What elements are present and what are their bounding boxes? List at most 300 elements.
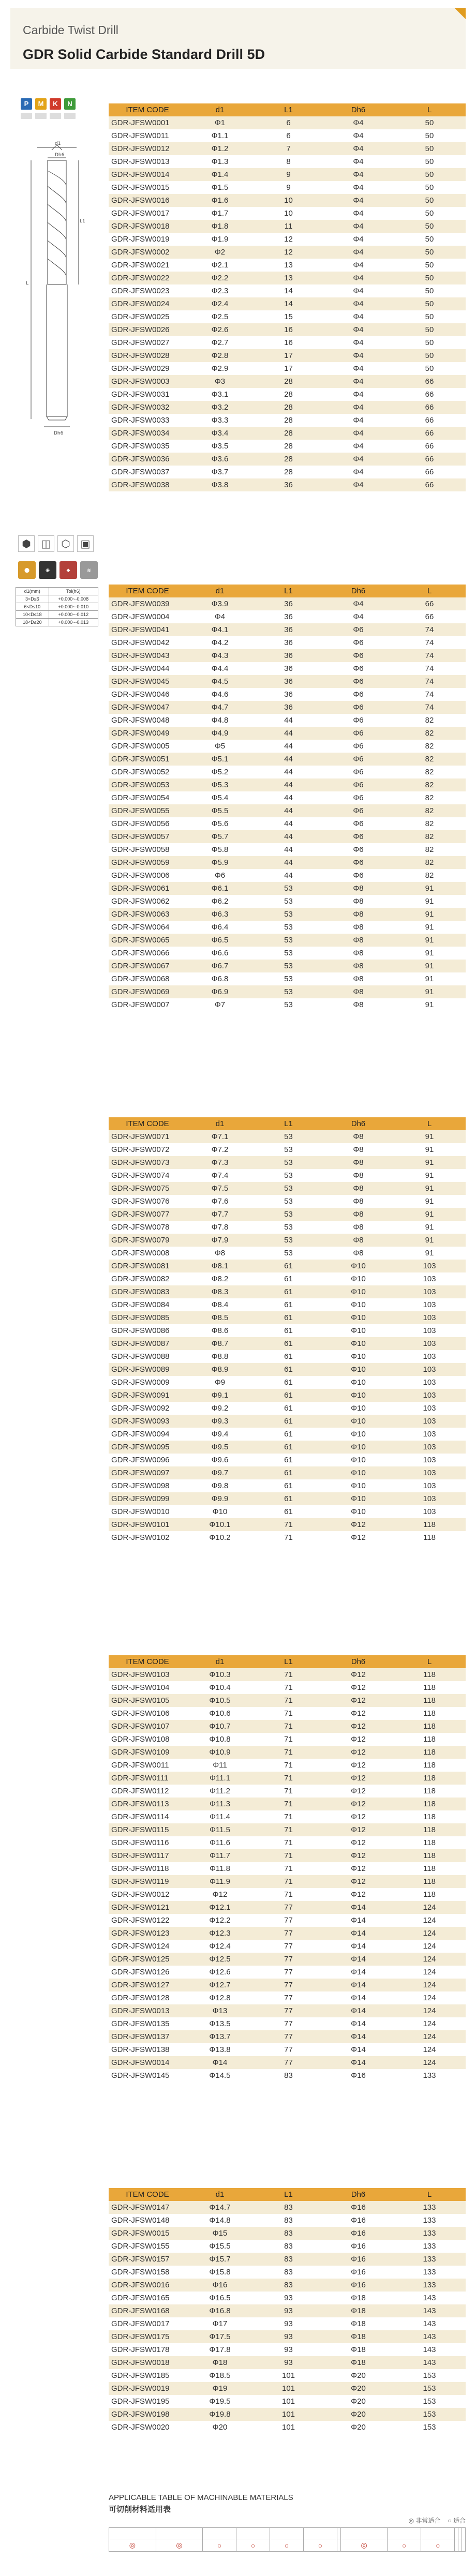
cell-l1: 15 xyxy=(254,310,323,323)
cell-l1: 28 xyxy=(254,388,323,401)
cell-d1: Φ7.3 xyxy=(186,1156,254,1169)
cell-d1: Φ7.1 xyxy=(186,1130,254,1143)
table-row xyxy=(109,1324,466,1337)
table-row xyxy=(109,1681,466,1694)
cell-l1: 7 xyxy=(254,142,323,155)
cell-item-code: GDR-JFSW0051 xyxy=(109,753,186,766)
cell-l1: 101 xyxy=(254,2408,323,2421)
machinable-header-cell xyxy=(109,2528,156,2539)
cell-d1: Φ7.2 xyxy=(186,1143,254,1156)
cell-l1: 61 xyxy=(254,1415,323,1428)
cell-l1: 44 xyxy=(254,869,323,882)
cell-item-code: GDR-JFSW0128 xyxy=(109,1991,186,2004)
cell-dh6: Φ4 xyxy=(323,388,393,401)
cell-dh6: Φ6 xyxy=(323,869,393,882)
cell-item-code: GDR-JFSW0081 xyxy=(109,1260,186,1272)
table-row xyxy=(109,675,466,688)
cell-item-code: GDR-JFSW0093 xyxy=(109,1415,186,1428)
cell-dh6: Φ6 xyxy=(323,688,393,701)
cell-l1: 6 xyxy=(254,116,323,129)
cell-l1: 53 xyxy=(254,1156,323,1169)
cell-item-code: GDR-JFSW0039 xyxy=(109,597,186,610)
tolerance-row xyxy=(16,595,98,603)
cell-l: 143 xyxy=(393,2292,466,2304)
cell-l: 124 xyxy=(393,2043,466,2056)
cell-d1: Φ4.6 xyxy=(186,688,254,701)
cell-l1: 77 xyxy=(254,1901,323,1914)
spec-table xyxy=(109,585,466,1011)
cell-dh6: Φ8 xyxy=(323,934,393,947)
cell-item-code: GDR-JFSW0114 xyxy=(109,1810,186,1823)
cell-d1: Φ3 xyxy=(186,375,254,388)
cell-l1: 6 xyxy=(254,129,323,142)
cell-d1: Φ9 xyxy=(186,1376,254,1389)
cell-l1: 17 xyxy=(254,349,323,362)
cell-item-code: GDR-JFSW0084 xyxy=(109,1298,186,1311)
table-row xyxy=(109,2343,466,2356)
cell-dh6: Φ6 xyxy=(323,740,393,753)
svg-text:L1: L1 xyxy=(80,219,85,224)
cell-d1: Φ9.4 xyxy=(186,1428,254,1441)
cell-item-code: GDR-JFSW0035 xyxy=(109,440,186,453)
cell-l: 50 xyxy=(393,310,466,323)
cell-dh6: Φ10 xyxy=(323,1479,393,1492)
cell-dh6: Φ10 xyxy=(323,1260,393,1272)
machinable-header-row xyxy=(109,2528,466,2539)
cell-dh6: Φ18 xyxy=(323,2330,393,2343)
tolerance-cell: 6<D≤10 xyxy=(16,603,49,611)
cell-item-code: GDR-JFSW0037 xyxy=(109,466,186,478)
cell-l: 143 xyxy=(393,2343,466,2356)
table-row xyxy=(109,2240,466,2253)
cell-l: 66 xyxy=(393,478,466,491)
cell-d1: Φ11.9 xyxy=(186,1875,254,1888)
spec-table xyxy=(109,1655,466,2082)
cell-d1: Φ2.7 xyxy=(186,336,254,349)
cell-d1: Φ12.7 xyxy=(186,1979,254,1991)
cell-item-code: GDR-JFSW0178 xyxy=(109,2343,186,2356)
cell-l1: 71 xyxy=(254,1849,323,1862)
cell-item-code: GDR-JFSW0007 xyxy=(109,998,186,1011)
cell-dh6: Φ14 xyxy=(323,1991,393,2004)
cell-item-code: GDR-JFSW0073 xyxy=(109,1156,186,1169)
cell-l1: 77 xyxy=(254,1940,323,1953)
helix-icon: ≋ xyxy=(80,561,98,579)
cell-l: 82 xyxy=(393,740,466,753)
cell-d1: Φ12.4 xyxy=(186,1940,254,1953)
cell-l1: 28 xyxy=(254,427,323,440)
cell-l: 50 xyxy=(393,362,466,375)
cell-l1: 93 xyxy=(254,2330,323,2343)
cell-dh6: Φ8 xyxy=(323,972,393,985)
cell-l: 50 xyxy=(393,233,466,246)
cell-d1: Φ2.1 xyxy=(186,259,254,272)
cell-l1: 77 xyxy=(254,1914,323,1927)
table-row xyxy=(109,1810,466,1823)
cell-l1: 71 xyxy=(254,1707,323,1720)
cell-d1: Φ6 xyxy=(186,869,254,882)
cell-l1: 28 xyxy=(254,414,323,427)
cell-dh6: Φ6 xyxy=(323,727,393,740)
cell-l1: 53 xyxy=(254,1182,323,1195)
cell-d1: Φ9.6 xyxy=(186,1454,254,1466)
cell-l1: 44 xyxy=(254,843,323,856)
cell-item-code: GDR-JFSW0092 xyxy=(109,1402,186,1415)
table-row xyxy=(109,259,466,272)
tolerance-table xyxy=(16,587,98,626)
cell-item-code: GDR-JFSW0026 xyxy=(109,323,186,336)
cell-d1: Φ10.3 xyxy=(186,1668,254,1681)
material-p-icon: P xyxy=(21,98,32,110)
cell-l: 91 xyxy=(393,908,466,921)
table-row xyxy=(109,478,466,491)
cell-l: 91 xyxy=(393,985,466,998)
cell-l1: 44 xyxy=(254,714,323,727)
table-row xyxy=(109,1247,466,1260)
cell-item-code: GDR-JFSW0087 xyxy=(109,1337,186,1350)
cell-dh6: Φ12 xyxy=(323,1798,393,1810)
cell-l1: 83 xyxy=(254,2253,323,2266)
cell-dh6: Φ10 xyxy=(323,1350,393,1363)
cell-l: 124 xyxy=(393,1940,466,1953)
cell-dh6: Φ8 xyxy=(323,895,393,908)
cell-dh6: Φ4 xyxy=(323,349,393,362)
cell-l1: 61 xyxy=(254,1454,323,1466)
cell-dh6: Φ14 xyxy=(323,1914,393,1927)
machinable-materials-section xyxy=(109,2493,466,2550)
cell-l: 66 xyxy=(393,427,466,440)
cell-item-code: GDR-JFSW0137 xyxy=(109,2030,186,2043)
cell-dh6: Φ4 xyxy=(323,142,393,155)
table-row xyxy=(109,2201,466,2214)
cell-l: 118 xyxy=(393,1810,466,1823)
cell-dh6: Φ6 xyxy=(323,830,393,843)
table-row xyxy=(109,2253,466,2266)
cell-d1: Φ15.7 xyxy=(186,2253,254,2266)
table-row xyxy=(109,181,466,194)
table-row xyxy=(109,947,466,960)
cell-l1: 61 xyxy=(254,1402,323,1415)
cell-item-code: GDR-JFSW0068 xyxy=(109,972,186,985)
table-row xyxy=(109,843,466,856)
cell-dh6: Φ12 xyxy=(323,1836,393,1849)
table-row xyxy=(109,440,466,453)
cell-l: 103 xyxy=(393,1337,466,1350)
cell-l: 103 xyxy=(393,1454,466,1466)
cell-l: 103 xyxy=(393,1479,466,1492)
cell-l1: 44 xyxy=(254,791,323,804)
cell-d1: Φ10.7 xyxy=(186,1720,254,1733)
flute-icon: ⬡ xyxy=(57,535,74,552)
column-header-dh6: Dh6 xyxy=(323,585,393,597)
machinable-header-cell xyxy=(337,2528,340,2539)
machinable-header-cell xyxy=(455,2528,458,2539)
table-row xyxy=(109,1208,466,1221)
cell-l1: 101 xyxy=(254,2369,323,2382)
cell-d1: Φ10.2 xyxy=(186,1531,254,1544)
cell-l1: 83 xyxy=(254,2227,323,2240)
cell-dh6: Φ20 xyxy=(323,2408,393,2421)
cell-l1: 83 xyxy=(254,2240,323,2253)
cell-l1: 61 xyxy=(254,1337,323,1350)
table-row xyxy=(109,998,466,1011)
table-row xyxy=(109,1720,466,1733)
cell-dh6: Φ4 xyxy=(323,246,393,259)
cell-d1: Φ8.7 xyxy=(186,1337,254,1350)
cell-dh6: Φ4 xyxy=(323,194,393,207)
cell-d1: Φ17.8 xyxy=(186,2343,254,2356)
table-row xyxy=(109,1759,466,1772)
cell-d1: Φ2.4 xyxy=(186,297,254,310)
cell-item-code: GDR-JFSW0145 xyxy=(109,2069,186,2082)
cell-d1: Φ9.2 xyxy=(186,1402,254,1415)
cell-item-code: GDR-JFSW0098 xyxy=(109,1479,186,1492)
cell-item-code: GDR-JFSW0109 xyxy=(109,1746,186,1759)
cell-l1: 53 xyxy=(254,947,323,960)
cell-l: 82 xyxy=(393,856,466,869)
cell-item-code: GDR-JFSW0045 xyxy=(109,675,186,688)
cell-d1: Φ4.9 xyxy=(186,727,254,740)
cell-item-code: GDR-JFSW0096 xyxy=(109,1454,186,1466)
cell-dh6: Φ8 xyxy=(323,1208,393,1221)
cell-dh6: Φ10 xyxy=(323,1285,393,1298)
tolerance-cell: +0.000~-0.010 xyxy=(49,603,98,611)
cell-item-code: GDR-JFSW0019 xyxy=(109,2382,186,2395)
cell-item-code: GDR-JFSW0003 xyxy=(109,375,186,388)
cell-dh6: Φ10 xyxy=(323,1389,393,1402)
cell-l1: 10 xyxy=(254,207,323,220)
cell-item-code: GDR-JFSW0157 xyxy=(109,2253,186,2266)
cell-d1: Φ9.9 xyxy=(186,1492,254,1505)
cell-l: 153 xyxy=(393,2395,466,2408)
table-row xyxy=(109,856,466,869)
table-header-row xyxy=(109,1117,466,1130)
cell-l1: 36 xyxy=(254,623,323,636)
cell-l: 103 xyxy=(393,1441,466,1454)
cell-d1: Φ15.8 xyxy=(186,2266,254,2279)
cell-d1: Φ11.3 xyxy=(186,1798,254,1810)
cell-d1: Φ4.7 xyxy=(186,701,254,714)
cell-item-code: GDR-JFSW0018 xyxy=(109,220,186,233)
cell-d1: Φ9.8 xyxy=(186,1479,254,1492)
cell-l1: 53 xyxy=(254,934,323,947)
cell-dh6: Φ8 xyxy=(323,1169,393,1182)
cell-item-code: GDR-JFSW0006 xyxy=(109,869,186,882)
table-row xyxy=(109,362,466,375)
material-n-icon: N xyxy=(64,98,76,110)
cell-d1: Φ3.8 xyxy=(186,478,254,491)
cell-d1: Φ3.1 xyxy=(186,388,254,401)
cell-l: 153 xyxy=(393,2369,466,2382)
cell-l: 82 xyxy=(393,791,466,804)
cell-l1: 8 xyxy=(254,155,323,168)
cell-d1: Φ1.5 xyxy=(186,181,254,194)
cell-dh6: Φ12 xyxy=(323,1849,393,1862)
cell-dh6: Φ6 xyxy=(323,817,393,830)
cell-l: 103 xyxy=(393,1389,466,1402)
cell-dh6: Φ14 xyxy=(323,2004,393,2017)
cell-l1: 28 xyxy=(254,453,323,466)
cell-l1: 36 xyxy=(254,688,323,701)
table-row xyxy=(109,1518,466,1531)
table-header-row xyxy=(109,585,466,597)
cell-l1: 71 xyxy=(254,1888,323,1901)
cell-d1: Φ7.5 xyxy=(186,1182,254,1195)
table-row xyxy=(109,2292,466,2304)
cell-l: 74 xyxy=(393,701,466,714)
cell-l: 133 xyxy=(393,2227,466,2240)
cell-l: 133 xyxy=(393,2279,466,2292)
cell-l1: 36 xyxy=(254,597,323,610)
table-row xyxy=(109,1953,466,1966)
cell-d1: Φ3.5 xyxy=(186,440,254,453)
column-header-item-code: ITEM CODE xyxy=(109,2188,186,2201)
table-row xyxy=(109,636,466,649)
machinable-mark-cell xyxy=(337,2539,340,2552)
table-row xyxy=(109,2317,466,2330)
cell-d1: Φ12.3 xyxy=(186,1927,254,1940)
cell-l1: 71 xyxy=(254,1531,323,1544)
cell-l: 118 xyxy=(393,1668,466,1681)
cell-d1: Φ5.1 xyxy=(186,753,254,766)
cell-dh6: Φ8 xyxy=(323,921,393,934)
cell-dh6: Φ14 xyxy=(323,1927,393,1940)
cell-l: 118 xyxy=(393,1746,466,1759)
cell-l: 124 xyxy=(393,1953,466,1966)
table-row xyxy=(109,921,466,934)
column-header-l: L xyxy=(393,585,466,597)
cell-l1: 93 xyxy=(254,2292,323,2304)
cell-l: 66 xyxy=(393,388,466,401)
machinable-header-cell xyxy=(388,2528,421,2539)
cell-l1: 83 xyxy=(254,2201,323,2214)
table-row xyxy=(109,2395,466,2408)
table-row xyxy=(109,155,466,168)
table-row xyxy=(109,1195,466,1208)
table-row xyxy=(109,233,466,246)
table-row xyxy=(109,1376,466,1389)
cell-d1: Φ3.6 xyxy=(186,453,254,466)
cell-item-code: GDR-JFSW0012 xyxy=(109,142,186,155)
cell-l: 124 xyxy=(393,2004,466,2017)
table-row xyxy=(109,1531,466,1544)
cell-item-code: GDR-JFSW0077 xyxy=(109,1208,186,1221)
column-header-item-code: ITEM CODE xyxy=(109,103,186,116)
table-row xyxy=(109,1772,466,1785)
cell-l1: 36 xyxy=(254,649,323,662)
cell-dh6: Φ12 xyxy=(323,1772,393,1785)
spec-table xyxy=(109,1117,466,1544)
cell-l: 118 xyxy=(393,1759,466,1772)
cell-item-code: GDR-JFSW0044 xyxy=(109,662,186,675)
cube-icon: ▣ xyxy=(77,535,94,552)
table-row xyxy=(109,272,466,284)
cell-l1: 71 xyxy=(254,1681,323,1694)
cell-item-code: GDR-JFSW0105 xyxy=(109,1694,186,1707)
table-row xyxy=(109,791,466,804)
cell-dh6: Φ4 xyxy=(323,478,393,491)
cell-l1: 83 xyxy=(254,2279,323,2292)
cell-l1: 53 xyxy=(254,1195,323,1208)
table-header-row xyxy=(109,1655,466,1668)
machinable-header-cell xyxy=(462,2528,465,2539)
cell-l1: 77 xyxy=(254,1966,323,1979)
tolerance-header: Tol(h6) xyxy=(49,588,98,595)
cell-item-code: GDR-JFSW0062 xyxy=(109,895,186,908)
machinable-mark-cell: ○ xyxy=(270,2539,304,2552)
table-row xyxy=(109,727,466,740)
cell-d1: Φ16.5 xyxy=(186,2292,254,2304)
cell-item-code: GDR-JFSW0072 xyxy=(109,1143,186,1156)
cell-l1: 71 xyxy=(254,1746,323,1759)
cell-dh6: Φ12 xyxy=(323,1681,393,1694)
cell-dh6: Φ12 xyxy=(323,1531,393,1544)
cell-l1: 77 xyxy=(254,2043,323,2056)
cell-d1: Φ6.8 xyxy=(186,972,254,985)
cell-d1: Φ17.5 xyxy=(186,2330,254,2343)
cell-l: 50 xyxy=(393,116,466,129)
table-row xyxy=(109,2369,466,2382)
cell-item-code: GDR-JFSW0101 xyxy=(109,1518,186,1531)
page-title: GDR Solid Carbide Standard Drill 5D xyxy=(23,47,265,62)
cell-l: 82 xyxy=(393,753,466,766)
cell-item-code: GDR-JFSW0005 xyxy=(109,740,186,753)
tolerance-cell: +0.000~-0.008 xyxy=(49,595,98,603)
cell-l: 103 xyxy=(393,1324,466,1337)
cell-l1: 53 xyxy=(254,908,323,921)
cell-dh6: Φ12 xyxy=(323,1746,393,1759)
cell-l: 74 xyxy=(393,636,466,649)
cell-l1: 101 xyxy=(254,2395,323,2408)
cell-dh6: Φ12 xyxy=(323,1694,393,1707)
cell-d1: Φ4.8 xyxy=(186,714,254,727)
cell-d1: Φ1.6 xyxy=(186,194,254,207)
cell-dh6: Φ10 xyxy=(323,1376,393,1389)
cell-d1: Φ19.5 xyxy=(186,2395,254,2408)
table-row xyxy=(109,284,466,297)
cell-l: 74 xyxy=(393,662,466,675)
legend-very-suitable: ◎ 非常适合 xyxy=(408,2517,441,2524)
table-row xyxy=(109,1785,466,1798)
machinable-mark-cell: ○ xyxy=(388,2539,421,2552)
cell-item-code: GDR-JFSW0047 xyxy=(109,701,186,714)
tolerance-cell: +0.000~-0.013 xyxy=(49,619,98,626)
cell-l: 91 xyxy=(393,1208,466,1221)
cell-dh6: Φ20 xyxy=(323,2395,393,2408)
table-row xyxy=(109,804,466,817)
cell-d1: Φ17 xyxy=(186,2317,254,2330)
cell-dh6: Φ20 xyxy=(323,2421,393,2434)
cell-l1: 12 xyxy=(254,246,323,259)
cell-l1: 71 xyxy=(254,1862,323,1875)
cell-dh6: Φ10 xyxy=(323,1402,393,1415)
column-header-dh6: Dh6 xyxy=(323,1655,393,1668)
cell-dh6: Φ14 xyxy=(323,2030,393,2043)
cell-l: 66 xyxy=(393,453,466,466)
cell-l: 133 xyxy=(393,2201,466,2214)
cell-dh6: Φ6 xyxy=(323,753,393,766)
cell-l1: 44 xyxy=(254,778,323,791)
table-row xyxy=(109,753,466,766)
cell-dh6: Φ12 xyxy=(323,1720,393,1733)
table-row xyxy=(109,2408,466,2421)
cell-d1: Φ8.8 xyxy=(186,1350,254,1363)
cell-l: 91 xyxy=(393,998,466,1011)
table-row xyxy=(109,1402,466,1415)
cell-l1: 61 xyxy=(254,1492,323,1505)
cell-l: 124 xyxy=(393,1991,466,2004)
cell-l: 91 xyxy=(393,960,466,972)
